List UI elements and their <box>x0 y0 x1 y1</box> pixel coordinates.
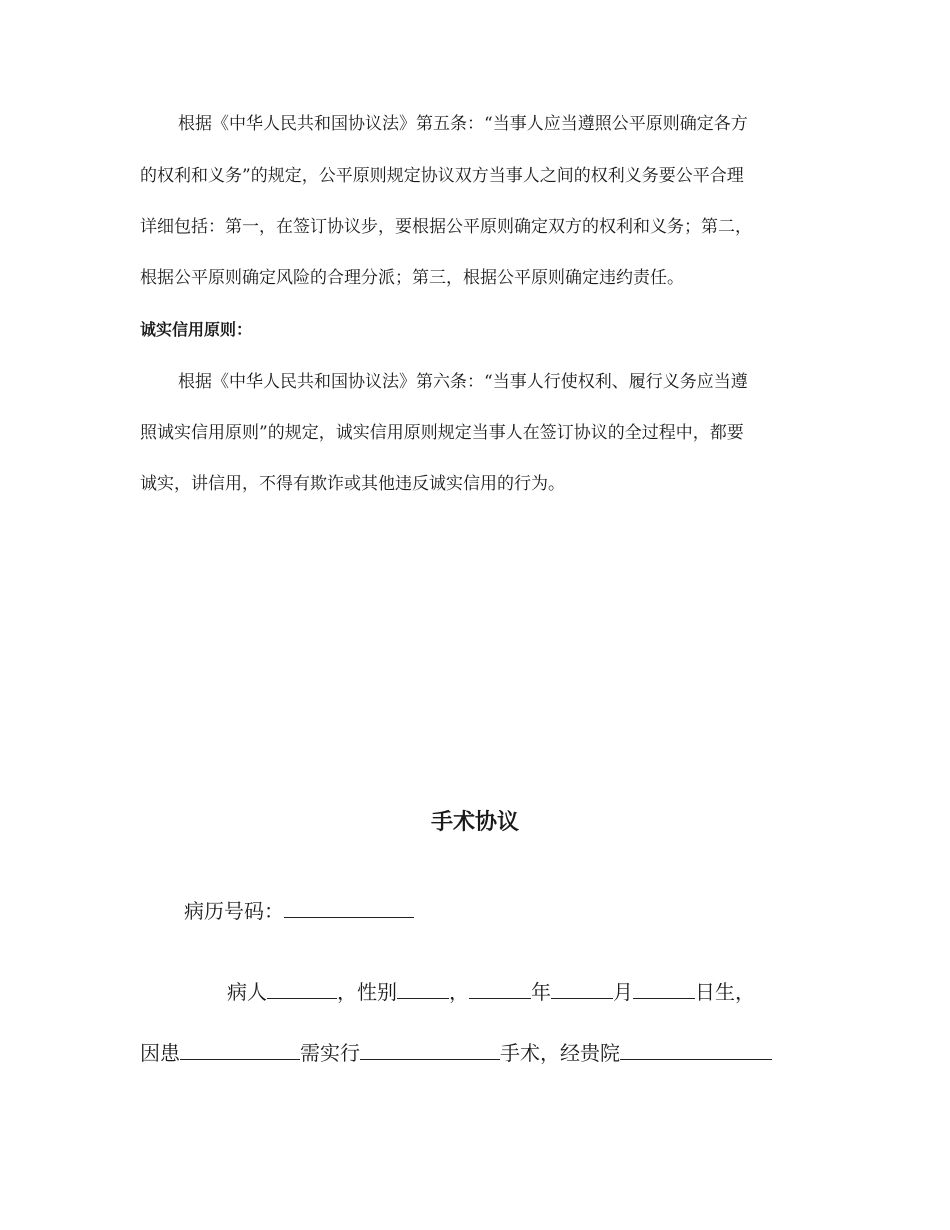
record-number-blank <box>284 897 414 918</box>
paragraph-line: 详细包括：第一，在签订协议步，要根据公平原则确定双方的权利和义务；第二， <box>140 217 752 237</box>
agreement-title: 手术协议 <box>430 810 519 835</box>
record-number-label: 病历号码： <box>184 899 284 923</box>
month-blank <box>551 978 613 999</box>
hospital-blank <box>620 1039 772 1060</box>
comma: ， <box>449 980 469 1004</box>
patient-label: 病人 <box>227 980 267 1004</box>
paragraph-line: 根据《中华人民共和国协议法》第五条：“当事人应当遵照公平原则确定各方 <box>178 114 748 134</box>
diagnosis-blank <box>180 1039 300 1060</box>
paragraph-line: 根据《中华人民共和国协议法》第六条：“当事人行使权利、履行义务应当遵 <box>178 372 748 392</box>
day-born-label: 日生， <box>695 980 755 1004</box>
paragraph-line: 的权利和义务”的规定，公平原则规定协议双方当事人之间的权利义务要公平合理 <box>140 166 744 186</box>
month-label: 月 <box>613 980 633 1004</box>
section-heading: 诚实信用原则： <box>140 320 253 339</box>
gender-label: 性别 <box>357 980 397 1004</box>
patient-name-blank <box>267 978 337 999</box>
gender-blank <box>397 978 449 999</box>
record-number-row <box>184 897 414 925</box>
diagnosis-label: 因患 <box>140 1041 180 1065</box>
year-label: 年 <box>531 980 551 1004</box>
year-blank <box>469 978 531 999</box>
patient-info-row <box>227 978 755 1006</box>
paragraph-line: 根据公平原则确定风险的合理分派；第三，根据公平原则确定违约责任。 <box>140 268 684 288</box>
diagnosis-row <box>140 1039 772 1067</box>
paragraph-line: 诚实，讲信用，不得有欺诈或其他违反诚实信用的行为。 <box>140 474 565 494</box>
day-blank <box>633 978 695 999</box>
comma: ， <box>337 980 357 1004</box>
paragraph-line: 照诚实信用原则”的规定，诚实信用原则规定当事人在签订协议的全过程中，都要 <box>140 423 744 443</box>
surgery-label: 手术，经贵院 <box>500 1041 620 1065</box>
requires-label: 需实行 <box>300 1041 360 1065</box>
procedure-blank <box>360 1039 500 1060</box>
